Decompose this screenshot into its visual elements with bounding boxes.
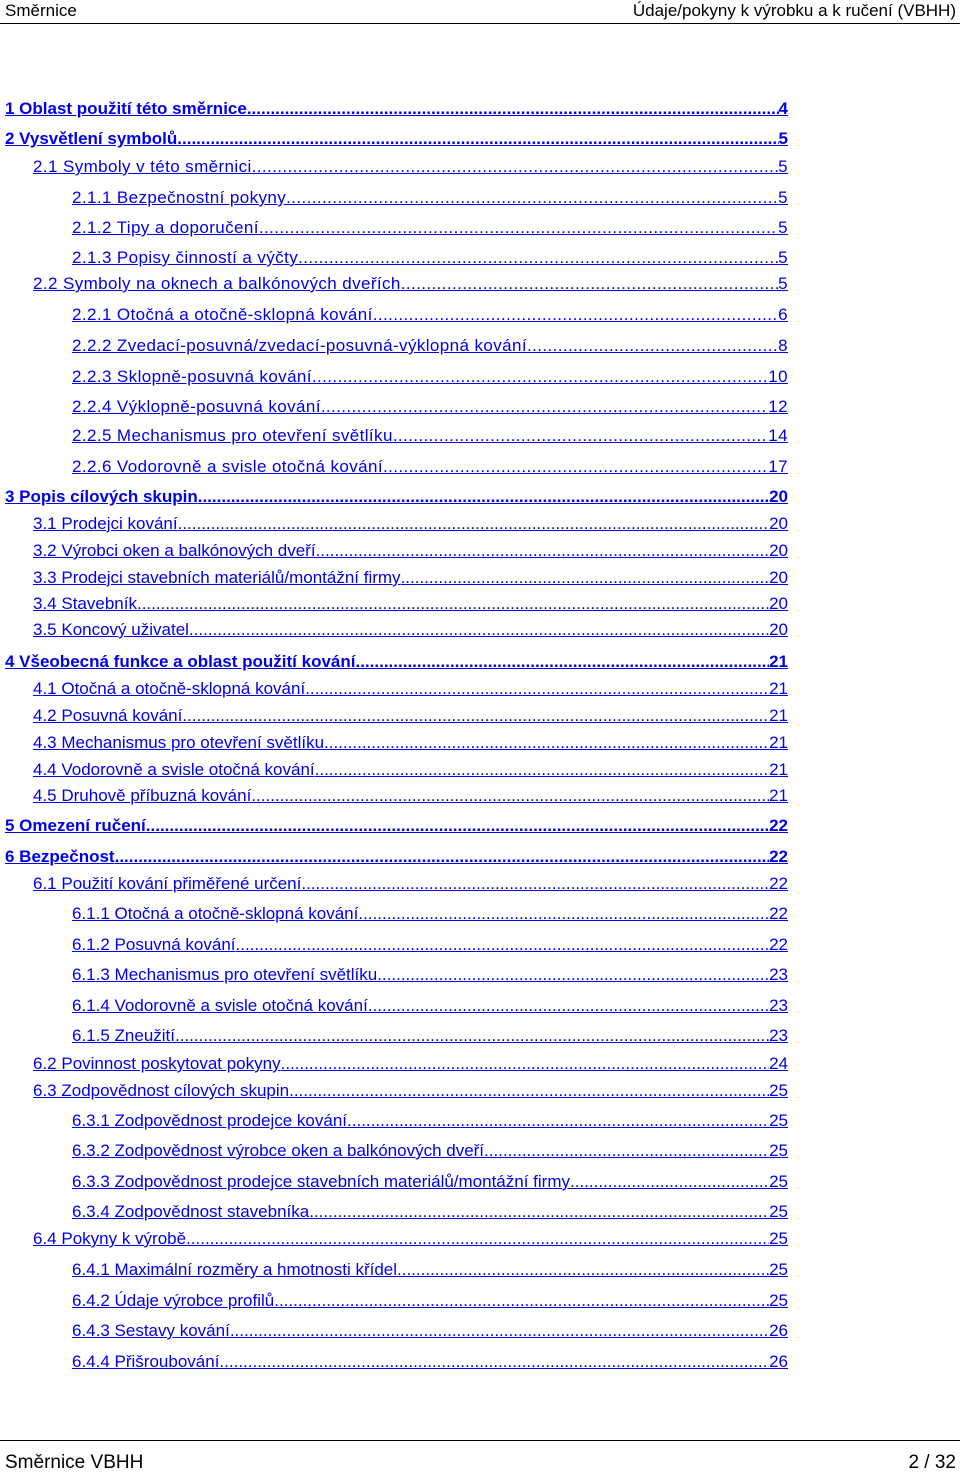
- toc-entry-title: 6.1.4 Vodorovně a svisle otočná kování: [72, 996, 368, 1015]
- toc-entry[interactable]: [72, 424, 788, 448]
- toc-entry[interactable]: [5, 814, 788, 838]
- footer-page-number: 2 / 32: [908, 1452, 956, 1473]
- toc-entry-page: 25: [769, 1202, 788, 1221]
- toc-dot-leader: [259, 216, 778, 240]
- toc-entry-page: 14: [768, 426, 788, 445]
- toc-entry-title: 4 Všeobecná funkce a oblast použití kování: [5, 652, 356, 671]
- toc-entry[interactable]: [72, 1024, 788, 1048]
- toc-entry[interactable]: [33, 731, 788, 755]
- toc-entry-title: 3.3 Prodejci stavebních materiálů/montážní firmy: [33, 568, 401, 587]
- toc-entry-title: 3.4 Stavebník: [33, 594, 137, 613]
- toc-dot-leader: [358, 902, 769, 926]
- toc-entry-title: 3.1 Prodejci kování: [33, 514, 178, 533]
- toc-entry[interactable]: [72, 933, 788, 957]
- toc-entry-title: 3.2 Výrobci oken a balkónových dveří: [33, 541, 316, 560]
- toc-entry[interactable]: [72, 1319, 788, 1343]
- toc-entry[interactable]: [72, 186, 788, 210]
- toc-dot-leader: [236, 933, 770, 957]
- toc-entry[interactable]: [33, 1079, 788, 1103]
- toc-entry[interactable]: [72, 395, 788, 419]
- toc-entry[interactable]: [72, 1200, 788, 1224]
- toc-entry-title: 6.3.3 Zodpovědnost prodejce stavebních materiálů/montážní firmy: [72, 1172, 570, 1191]
- toc-entry-title: 2.2.2 Zvedací-posuvná/zvedací-posuvná-výklopná kování: [72, 336, 527, 355]
- toc-dot-leader: [198, 485, 769, 509]
- toc-entry-page: 25: [769, 1260, 788, 1279]
- toc-entry-page: 20: [769, 594, 788, 613]
- toc-entry-page: 26: [769, 1321, 788, 1340]
- toc-entry-page: 5: [778, 248, 788, 267]
- toc-entry-page: 22: [769, 904, 788, 923]
- toc-entry-title: 6 Bezpečnost: [5, 847, 115, 866]
- toc-entry-page: 20: [769, 620, 788, 639]
- toc-dot-leader: [286, 186, 778, 210]
- toc-entry-title: 2.1 Symboly v této směrnici: [33, 157, 252, 176]
- toc-entry[interactable]: [72, 303, 788, 327]
- toc-entry-page: 24: [769, 1054, 788, 1073]
- toc-entry[interactable]: [5, 650, 788, 674]
- toc-entry-title: 2.2.6 Vodorovně a svisle otočná kování: [72, 457, 384, 476]
- toc-entry[interactable]: [33, 1227, 788, 1251]
- toc-dot-leader: [298, 246, 778, 270]
- toc-entry[interactable]: [33, 539, 788, 563]
- toc-dot-leader: [401, 566, 770, 590]
- toc-entry-page: 22: [769, 847, 788, 866]
- toc-dot-leader: [484, 1139, 769, 1163]
- toc-entry-title: 3 Popis cílových skupin: [5, 487, 198, 506]
- toc-entry-title: 6.2 Povinnost poskytovat pokyny: [33, 1054, 281, 1073]
- toc-entry-title: 6.4.3 Sestavy kování: [72, 1321, 230, 1340]
- toc-entry-page: 21: [769, 706, 788, 725]
- header-document-title: Směrnice: [5, 1, 77, 20]
- toc-entry-title: 6.1.3 Mechanismus pro otevření světlíku: [72, 965, 378, 984]
- toc-entry[interactable]: [72, 963, 788, 987]
- toc-dot-leader: [355, 650, 769, 674]
- toc-entry[interactable]: [72, 1109, 788, 1133]
- toc-entry-title: 4.1 Otočná a otočně-sklopná kování: [33, 679, 306, 698]
- toc-entry[interactable]: [33, 758, 788, 782]
- toc-entry[interactable]: [72, 365, 788, 389]
- toc-entry[interactable]: [5, 127, 788, 151]
- toc-dot-leader: [321, 395, 768, 419]
- toc-entry-title: 6.3.4 Zodpovědnost stavebníka: [72, 1202, 310, 1221]
- toc-dot-leader: [377, 963, 769, 987]
- toc-dot-leader: [247, 97, 779, 121]
- toc-dot-leader: [175, 1024, 769, 1048]
- toc-dot-leader: [383, 455, 768, 479]
- toc-dot-leader: [373, 303, 778, 327]
- toc-entry[interactable]: [33, 704, 788, 728]
- toc-entry-page: 25: [769, 1081, 788, 1100]
- toc-entry[interactable]: [33, 155, 788, 179]
- toc-dot-leader: [182, 704, 769, 728]
- toc-entry-title: 6.3 Zodpovědnost cílových skupin: [33, 1081, 290, 1100]
- toc-dot-leader: [393, 424, 768, 448]
- toc-entry-page: 25: [769, 1141, 788, 1160]
- toc-entry-title: 1 Oblast použití této směrnice: [5, 99, 247, 118]
- toc-dot-leader: [146, 814, 769, 838]
- toc-entry[interactable]: [33, 512, 788, 536]
- toc-entry-title: 6.4.2 Údaje výrobce profilů: [72, 1291, 275, 1310]
- toc-entry-page: 20: [769, 487, 788, 506]
- toc-entry-page: 21: [769, 786, 788, 805]
- toc-entry[interactable]: [33, 872, 788, 896]
- footer-document-name: Směrnice VBHH: [5, 1452, 144, 1473]
- toc-entry-title: 6.4.1 Maximální rozměry a hmotnosti křídel: [72, 1260, 398, 1279]
- toc-entry-title: 6.4.4 Přišroubování: [72, 1352, 220, 1371]
- toc-entry-page: 21: [769, 733, 788, 752]
- toc-entry-page: 26: [769, 1352, 788, 1371]
- toc-entry[interactable]: [72, 1289, 788, 1313]
- toc-dot-leader: [137, 592, 769, 616]
- toc-entry-page: 25: [769, 1229, 788, 1248]
- toc-entry-page: 8: [778, 336, 788, 355]
- toc-dot-leader: [397, 1258, 769, 1282]
- toc-entry-page: 21: [769, 679, 788, 698]
- toc-dot-leader: [252, 155, 778, 179]
- toc-entry-page: 10: [768, 367, 788, 386]
- toc-dot-leader: [178, 512, 769, 536]
- toc-entry-page: 22: [769, 935, 788, 954]
- toc-entry[interactable]: [72, 455, 788, 479]
- toc-entry-page: 20: [769, 541, 788, 560]
- toc-entry[interactable]: [72, 1170, 788, 1194]
- toc-entry-page: 23: [769, 1026, 788, 1045]
- toc-entry[interactable]: [33, 592, 788, 616]
- toc-entry[interactable]: [5, 97, 788, 121]
- toc-entry-page: 22: [769, 874, 788, 893]
- toc-entry-title: 3.5 Koncový uživatel: [33, 620, 189, 639]
- toc-entry-page: 4: [778, 99, 788, 118]
- toc-entry[interactable]: [33, 677, 788, 701]
- toc-dot-leader: [251, 784, 769, 808]
- toc-dot-leader: [316, 539, 770, 563]
- toc-entry-title: 2.2.5 Mechanismus pro otevření světlíku: [72, 426, 393, 445]
- toc-entry-title: 2 Vysvětlení symbolů: [5, 129, 178, 148]
- toc-entry-page: 12: [768, 397, 788, 416]
- toc-entry-title: 2.2.4 Výklopně-posuvná kování: [72, 397, 321, 416]
- toc-entry-page: 5: [778, 188, 788, 207]
- toc-dot-leader: [570, 1170, 769, 1194]
- toc-entry-page: 21: [769, 760, 788, 779]
- toc-entry[interactable]: [33, 1052, 788, 1076]
- toc-entry-title: 6.3.1 Zodpovědnost prodejce kování: [72, 1111, 348, 1130]
- toc-dot-leader: [281, 1052, 769, 1076]
- toc-dot-leader: [305, 677, 769, 701]
- toc-entry[interactable]: [72, 994, 788, 1018]
- toc-entry-title: 5 Omezení ručení: [5, 816, 146, 835]
- toc-entry-title: 6.1.5 Zneužití: [72, 1026, 176, 1045]
- toc-entry-title: 2.1.1 Bezpečnostní pokyny: [72, 188, 287, 207]
- toc-entry-title: 6.1.2 Posuvná kování: [72, 935, 236, 954]
- toc-dot-leader: [312, 365, 768, 389]
- toc-entry[interactable]: [72, 1139, 788, 1163]
- toc-dot-leader: [289, 1079, 769, 1103]
- toc-entry-page: 21: [769, 652, 788, 671]
- toc-entry-title: 6.1 Použití kování přiměřené určení: [33, 874, 302, 893]
- toc-entry[interactable]: [5, 485, 788, 509]
- toc-entry-page: 25: [769, 1111, 788, 1130]
- toc-entry-title: 6.1.1 Otočná a otočně-sklopná kování: [72, 904, 359, 923]
- toc-entry-page: 6: [778, 305, 788, 324]
- toc-dot-leader: [401, 272, 778, 296]
- toc-entry[interactable]: [72, 1258, 788, 1282]
- toc-dot-leader: [274, 1289, 769, 1313]
- toc-entry-title: 4.4 Vodorovně a svisle otočná kování: [33, 760, 315, 779]
- toc-entry-page: 17: [768, 457, 788, 476]
- toc-dot-leader: [230, 1319, 769, 1343]
- toc-entry[interactable]: [33, 272, 788, 296]
- toc-entry[interactable]: [33, 566, 788, 590]
- toc-entry-page: 25: [769, 1291, 788, 1310]
- toc-dot-leader: [177, 127, 778, 151]
- toc-dot-leader: [189, 618, 769, 642]
- toc-entry[interactable]: [72, 1350, 788, 1374]
- toc-dot-leader: [301, 872, 769, 896]
- footer-rule: [0, 1440, 960, 1441]
- toc-dot-leader: [115, 845, 769, 869]
- toc-entry-page: 23: [769, 996, 788, 1015]
- toc-entry[interactable]: [72, 216, 788, 240]
- toc-entry-page: 25: [769, 1172, 788, 1191]
- toc-entry-page: 22: [769, 816, 788, 835]
- toc-entry[interactable]: [5, 845, 788, 869]
- toc-entry-title: 4.5 Druhově příbuzná kování: [33, 786, 252, 805]
- toc-entry[interactable]: [33, 784, 788, 808]
- toc-entry[interactable]: [72, 334, 788, 358]
- toc-dot-leader: [315, 758, 769, 782]
- toc-entry-page: 5: [778, 129, 788, 148]
- page-footer: [0, 1440, 960, 1472]
- toc-entry-title: 4.3 Mechanismus pro otevření světlíku: [33, 733, 325, 752]
- toc-entry-page: 5: [778, 274, 788, 293]
- toc-entry-page: 20: [769, 514, 788, 533]
- toc-entry-title: 2.2 Symboly na oknech a balkónových dveřích: [33, 274, 401, 293]
- header-document-subtitle: Údaje/pokyny k výrobku a k ručení (VBHH): [632, 1, 956, 20]
- toc-entry-title: 6.4 Pokyny k výrobě: [33, 1229, 187, 1248]
- toc-dot-leader: [186, 1227, 769, 1251]
- toc-entry-title: 2.1.3 Popisy činností a výčty: [72, 248, 299, 267]
- toc-entry-page: 23: [769, 965, 788, 984]
- toc-dot-leader: [368, 994, 769, 1018]
- toc-entry-title: 4.2 Posuvná kování: [33, 706, 183, 725]
- toc-entry[interactable]: [33, 618, 788, 642]
- toc-entry-page: 5: [778, 218, 788, 237]
- toc-dot-leader: [347, 1109, 769, 1133]
- toc-entry-title: 2.2.1 Otočná a otočně-sklopná kování: [72, 305, 373, 324]
- toc-entry-title: 6.3.2 Zodpovědnost výrobce oken a balkónových dveří: [72, 1141, 485, 1160]
- toc-entry[interactable]: [72, 246, 788, 270]
- toc-dot-leader: [527, 334, 778, 358]
- toc-dot-leader: [219, 1350, 769, 1374]
- toc-entry-title: 2.1.2 Tipy a doporučení: [72, 218, 259, 237]
- toc-dot-leader: [324, 731, 769, 755]
- toc-entry-page: 5: [778, 157, 788, 176]
- toc-entry-page: 20: [769, 568, 788, 587]
- toc-entry[interactable]: [72, 902, 788, 926]
- toc-entry-title: 2.2.3 Sklopně-posuvná kování: [72, 367, 312, 386]
- toc-dot-leader: [309, 1200, 769, 1224]
